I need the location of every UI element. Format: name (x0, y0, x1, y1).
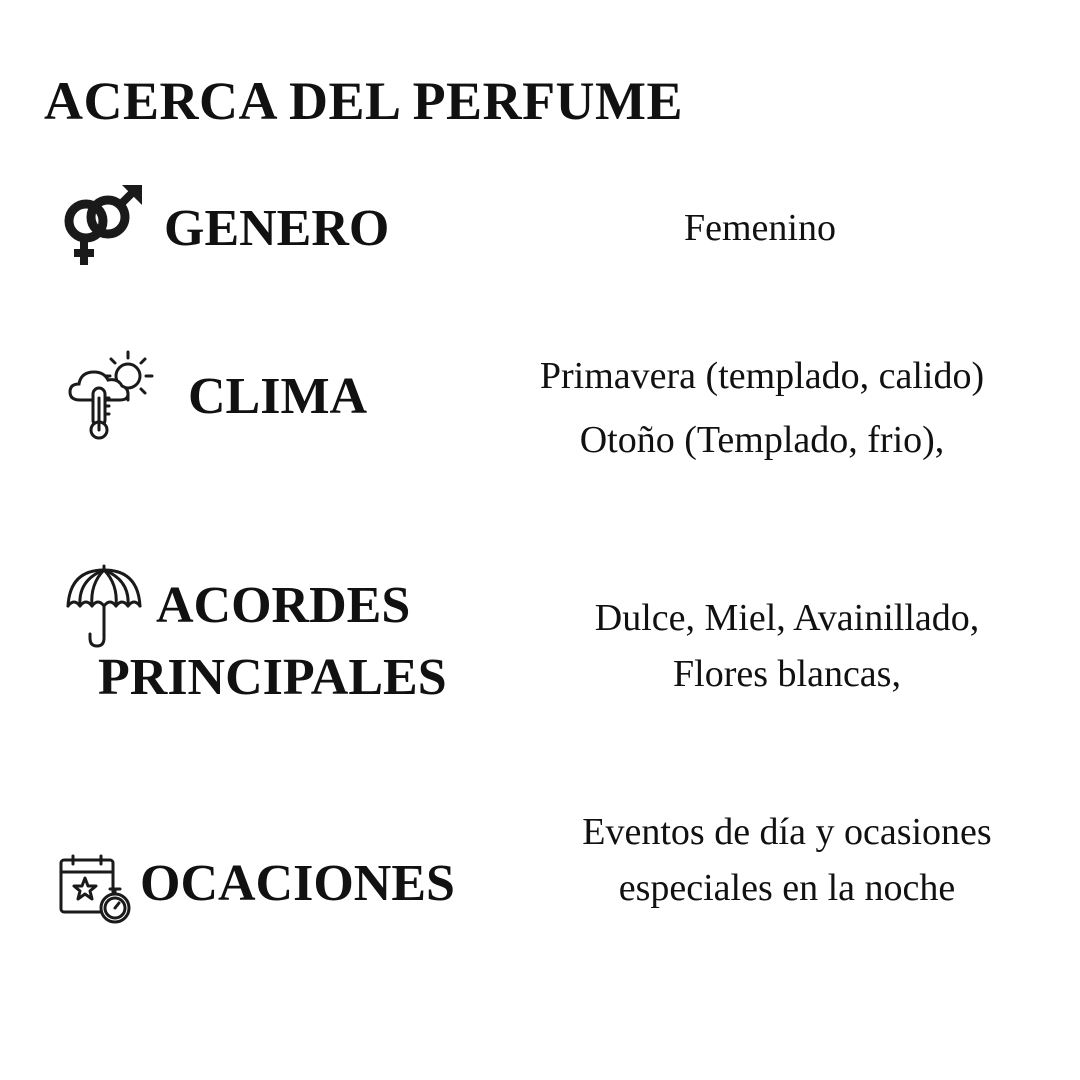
ocaciones-value-line-1: Eventos de día y ocasiones (582, 811, 992, 853)
acordes-value (550, 590, 1024, 702)
acordes-label-line-2: PRINCIPALES (98, 649, 447, 706)
gender-icon (58, 183, 144, 267)
clima-value (500, 344, 1024, 472)
clima-value-line-1: Primavera (templado, calido) (539, 355, 985, 397)
acordes-value-line-2: Flores blancas, (673, 653, 901, 695)
calendar-stopwatch-icon (58, 854, 132, 926)
ocaciones-value (550, 804, 1024, 916)
clima-label: CLIMA (188, 368, 368, 425)
page-title: ACERCA DEL PERFUME (44, 71, 684, 131)
clima-value-line-2: Otoño (Templado, frio), (579, 419, 945, 461)
genero-value-line: Femenino (684, 207, 836, 249)
ocaciones-value-line-2: especiales en la noche (618, 867, 956, 909)
genero-value (560, 200, 960, 257)
umbrella-icon (66, 564, 144, 648)
weather-thermometer-icon (66, 348, 158, 440)
acordes-label-line-1: ACORDES (156, 577, 411, 634)
ocaciones-label: OCACIONES (140, 855, 455, 912)
genero-label: GENERO (164, 200, 390, 257)
acordes-value-line-1: Dulce, Miel, Avainillado, (594, 597, 980, 639)
